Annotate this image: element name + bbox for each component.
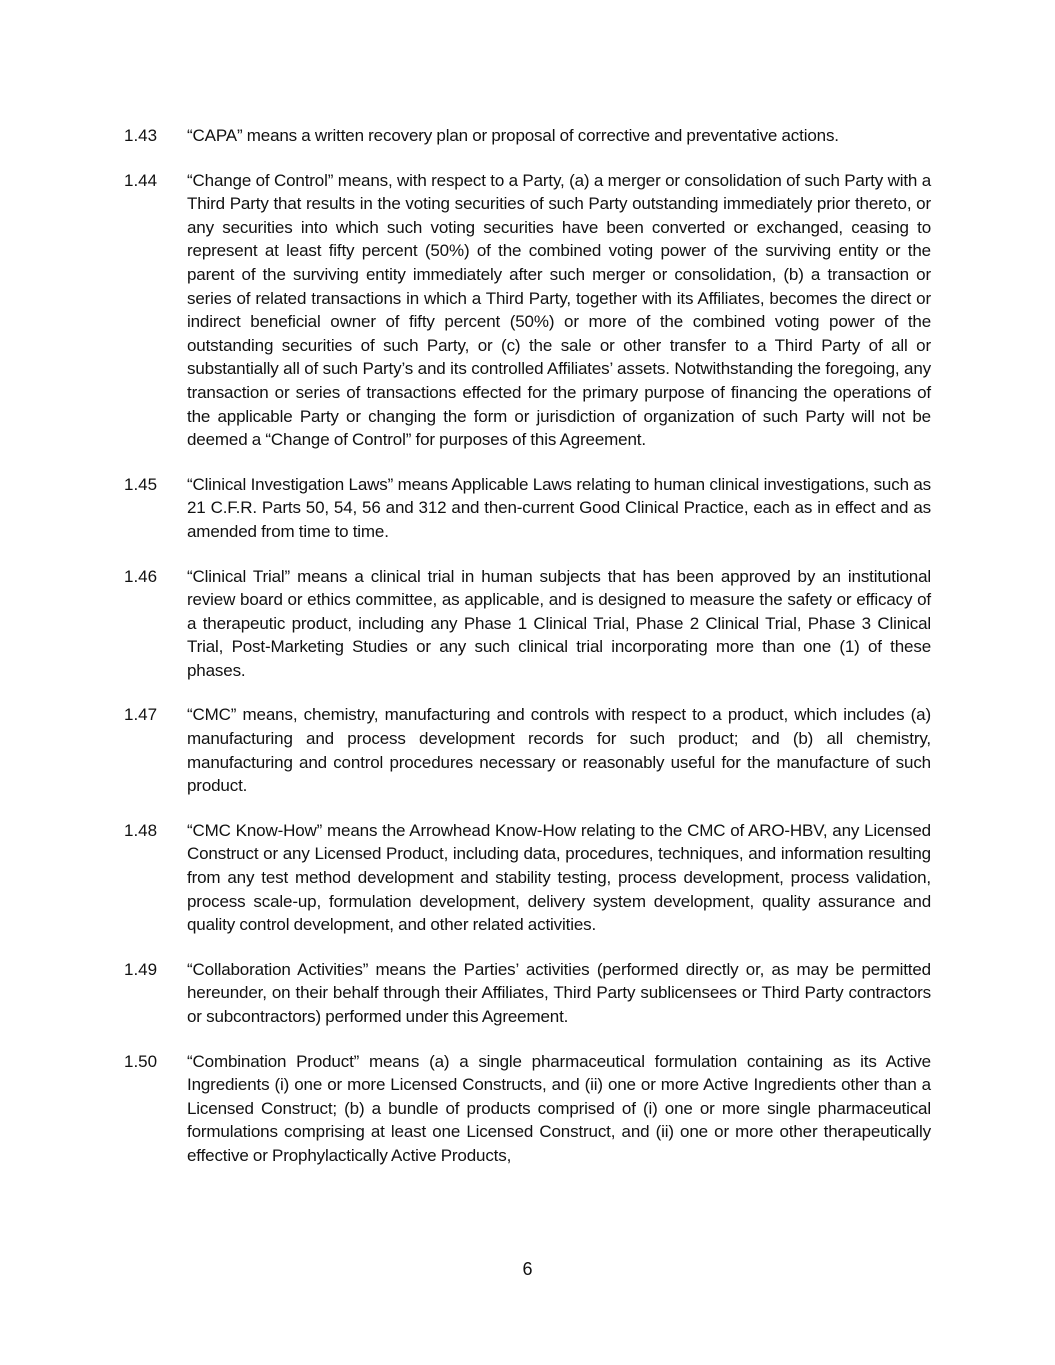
definition-body: means, with respect to a Party, (a) a merger or consolidation of such Party with a Third Party that results in the voting securities of such Party outstanding immediately prior thereto, or any securities into which such voting securities have been converted or exchanged, ceasing to represent at least fifty percent (50%) of the combined voting power of the surviving entity or the parent of the surviving entity immediately after such merger or consolidation, (b) a transaction or series of related transactions in which a Third Party, together with its Affiliates, becomes the direct or indirect beneficial owner of fifty percent (50%) or more of the combined voting power of the outstanding securities of such Party, or (c) the sale or other transfer to a Third Party of all or substantially all of such Party’s and its controlled Affiliates’ assets. Notwithstanding the foregoing, any transaction or series of transactions effected for the primary purpose of financing the operations of the applicable Party or changing the form or jurisdiction of organization of such Party will not be deemed a “Change of Control” for purposes of this Agreement. [187,170,931,450]
definition-text: “Clinical Investigation Laws” means Applicable Laws relating to human clinical investigations, such as 21 C.F.R. Parts 50, 54, 56 and 312 and then-current Good Clinical Practice, each as in effect and as amended from time to time. [187,474,931,541]
definition-body: means the Parties’ activities (performed directly or, as may be permitted hereunder, on their behalf through their Affiliates, Third Party sublicensees or Third Party contractors or subcontractors) performed under this Agreement. [187,959,931,1026]
section-number: 1.48 [124,820,158,840]
definition-1-46 [0,565,1055,683]
definition-text: “Combination Product” means (a) a single pharmaceutical formulation containing as its Active Ingredients (i) one or more Licensed Constructs, and (ii) one or more Active Ingredients other than a Licensed Construct; (b) a bundle of products comprised of (i) one or more single pharmaceutical formulations comprising at least one Licensed Construct, and (ii) one or more other therapeutically effective or Prophylactically Active Products, [187,1051,931,1165]
defined-term: Combination Product [192,1051,354,1071]
definition-body: means the Arrowhead Know-How relating to the CMC of ARO-HBV, any Licensed Construct or any Licensed Product, including data, procedures, techniques, and information resulting from any test method development and stability testing, process development, process validation, process scale-up, formulation development, delivery system development, quality assurance and quality control development, and other related activities. [187,820,931,935]
definition-1-47 [0,703,1055,797]
definition-1-44 [0,169,1055,452]
defined-term: Collaboration Activities [192,959,363,979]
definition-body: means a written recovery plan or proposal of corrective and preventative actions. [246,126,839,145]
section-number: 1.50 [124,1051,158,1071]
section-number: 1.44 [124,170,158,190]
definition-1-43 [0,124,1055,148]
defined-term: Clinical Trial [192,566,285,586]
page-number: 6 [522,1259,533,1279]
definition-body: means (a) a single pharmaceutical formulation containing as its Active Ingredients (i) one or more Licensed Constructs, and (ii) one or more Active Ingredients other than a Licensed Construct; (b) a bundle of products comprised of (i) one or more single pharmaceutical formulations comprising at least one Licensed Construct, and (ii) one or more other therapeutically effective or Prophylactically Active Products, [187,1051,931,1165]
section-number: 1.49 [124,959,158,979]
definition-text: “CMC Know-How” means the Arrowhead Know-How relating to the CMC of ARO-HBV, any Licensed Construct or any Licensed Product, including data, procedures, techniques, and information resulting from any test method development and stability testing, process development, process validation, process scale-up, formulation development, delivery system development, quality assurance and quality control development, and other related activities. [187,820,931,935]
section-number: 1.43 [124,126,158,145]
definition-text: “CAPA” means a written recovery plan or proposal of corrective and preventative actions. [187,126,839,145]
definition-text: “Clinical Trial” means a clinical trial in human subjects that has been approved by an institutional review board or ethics committee, as applicable, and is designed to measure the safety or efficacy of a therapeutic product, including any Phase 1 Clinical Trial, Phase 2 Clinical Trial, Phase 3 Clinical Trial, Post-Marketing Studies or any such clinical trial incorporating more than one (1) of these phases. [187,566,932,680]
definition-body: means a clinical trial in human subjects that has been approved by an institutional review board or ethics committee, as applicable, and is designed to measure the safety or efficacy of a therapeutic product, including any Phase 1 Clinical Trial, Phase 2 Clinical Trial, Phase 3 Clinical Trial, Post-Marketing Studies or any such clinical trial incorporating more than one (1) of these phases. [187,566,932,680]
definition-text: “Collaboration Activities” means the Parties’ activities (performed directly or, as may be permitted hereunder, on their behalf through their Affiliates, Third Party sublicensees or Third Party contractors or subcontractors) performed under this Agreement. [187,959,931,1026]
definition-body: means Applicable Laws relating to human clinical investigations, such as 21 C.F.R. Parts 50, 54, 56 and 312 and then-current Good Clinical Practice, each as in effect and as amended from time to time. [187,474,931,541]
definition-text: “Change of Control” means, with respect to a Party, (a) a merger or consolidation of such Party with a Third Party that results in the voting securities of such Party outstanding immediately prior thereto, or any securities into which such voting securities have been converted or exchanged, ceasing to represent at least fifty percent (50%) of the combined voting power of the surviving entity or the parent of the surviving entity immediately after such merger or consolidation, (b) a transaction or series of related transactions in which a Third Party, together with its Affiliates, becomes the direct or indirect beneficial owner of fifty percent (50%) or more of the combined voting power of the outstanding securities of such Party, or (c) the sale or other transfer to a Third Party of all or substantially all of such Party’s and its controlled Affiliates’ assets. Notwithstanding the foregoing, any transaction or series of transactions effected for the primary purpose of financing the operations of the applicable Party or changing the form or jurisdiction of organization of such Party will not be deemed a “Change of Control” for purposes of this Agreement. [187,170,931,450]
defined-term: Clinical Investigation Laws [192,474,388,494]
section-number: 1.46 [124,566,158,586]
defined-term: CMC Know-How [192,820,317,840]
section-number: 1.45 [124,474,158,494]
definition-body: means, chemistry, manufacturing and controls with respect to a product, which includes (a) manufacturing and process development records for such product; and (b) all chemistry, manufacturing and control procedures necessary or reasonably useful for the manufacture of such product. [187,705,931,796]
definitions-list [0,124,1055,1189]
defined-term: CMC [192,705,231,725]
defined-term: CAPA [192,126,237,145]
defined-term: Change of Control [192,170,328,190]
definition-text: “CMC” means, chemistry, manufacturing and controls with respect to a product, which includes (a) manufacturing and process development records for such product; and (b) all chemistry, manufacturing and control procedures necessary or reasonably useful for the manufacture of such product. [187,705,931,796]
definition-1-48 [0,819,1055,937]
section-number: 1.47 [124,705,158,725]
definition-1-45 [0,473,1055,544]
definition-1-50 [0,1050,1055,1168]
definition-1-49 [0,958,1055,1029]
